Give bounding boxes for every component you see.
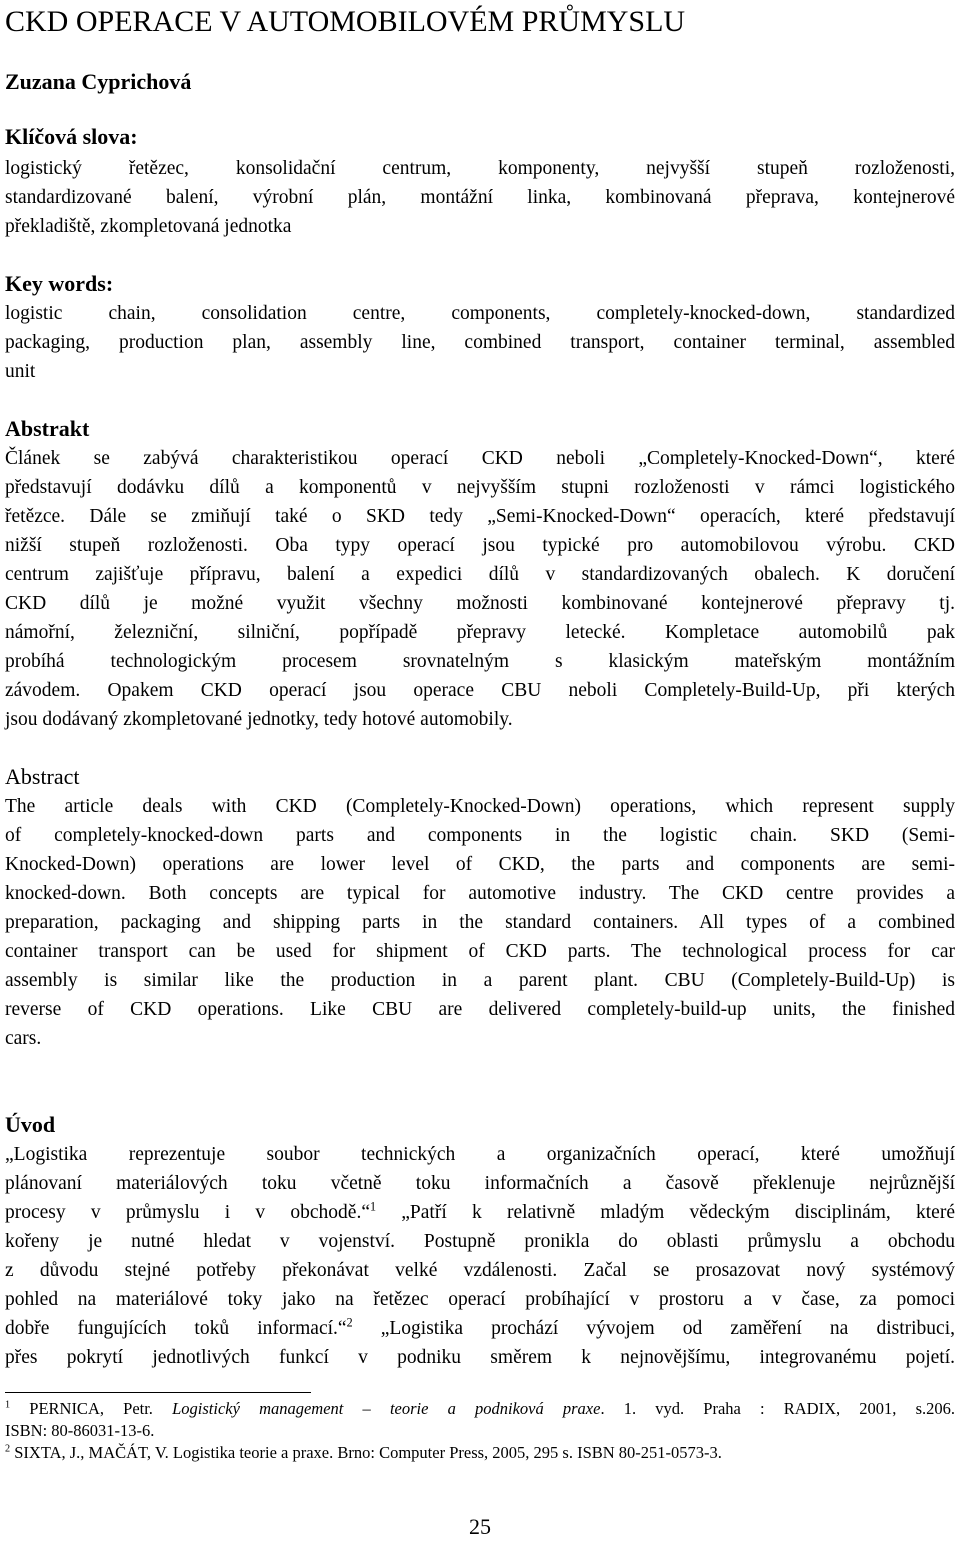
keywords-en-text (5, 299, 955, 386)
paper-title: CKD OPERACE V AUTOMOBILOVÉM PRŮMYSLU (5, 5, 686, 38)
abstrakt-text (5, 444, 955, 734)
author-name: Zuzana Cyprichová (5, 69, 192, 94)
footnote-1 (5, 1398, 955, 1420)
abstrakt-line: Článek se zabývá charakteristikou operací CKD neboli „Completely-Knocked-Down“, které (5, 448, 955, 469)
footnote-2-mark: 2 (5, 1443, 11, 1455)
footnote-2-text: SIXTA, J., MAČÁT, V. Logistika teorie a praxe. Brno: Computer Press, 2005, 295 s. ISBN 80-251-0573-3. (10, 1443, 722, 1462)
intro-text (5, 1140, 955, 1372)
page-number: 25 (469, 1514, 491, 1539)
keywords-cz-line: překladiště, zkompletovaná jednotka (5, 216, 292, 237)
intro-line: z důvodu stejné potřeby překonávat velké vzdálenosti. Začal se prosazovat nový systémový (5, 1260, 955, 1281)
abstrakt-line: jsou dodávaný zkompletované jednotky, tedy hotové automobily. (5, 709, 513, 730)
abstract-line: reverse of CKD operations. Like CBU are delivered completely-build-up units, the finished (5, 999, 955, 1020)
intro-text-run: „Patří k relativně mladým vědeckým disciplinám, které (376, 1202, 955, 1223)
keywords-en-line: unit (5, 361, 36, 382)
abstract-heading: Abstract (5, 764, 80, 789)
intro-line: přes pokrytí jednotlivých funkcí v podniku směrem k nejnovějšímu, integrovanému pojetí. (5, 1347, 955, 1368)
footnote-separator (5, 1392, 311, 1393)
intro-heading: Úvod (5, 1112, 56, 1137)
footnotes (5, 1398, 955, 1464)
abstrakt-line: závodem. Opakem CKD operací jsou operace CBU neboli Completely-Build-Up, při kterých (5, 680, 955, 701)
intro-text-run: „Logistika prochází vývojem od zaměření na distribuci, (352, 1318, 955, 1339)
footnote-2 (5, 1442, 955, 1464)
abstrakt-line: nižší stupeň rozloženosti. Oba typy operací jsou typické pro automobilovou výrobu. CKD (5, 535, 955, 556)
abstract-line: The article deals with CKD (Completely-Knocked-Down) operations, which represent supply (5, 796, 955, 817)
abstrakt-line: řetězce. Dále se zmiňují také o SKD tedy „Semi-Knocked-Down“ operacích, které představují (5, 506, 955, 527)
footnote-reference-1[interactable]: 1 (369, 1199, 377, 1214)
abstract-line: knocked-down. Both concepts are typical for automotive industry. The CKD centre provides a (5, 883, 955, 904)
abstract-line: Knocked-Down) operations are lower level of CKD, the parts and components are semi- (5, 854, 955, 875)
footnote-1-isbn: ISBN: 80-86031-13-6. (5, 1421, 155, 1440)
keywords-en-line: packaging, production plan, assembly line, combined transport, container terminal, assembled (5, 332, 955, 353)
intro-line (5, 1314, 955, 1343)
abstract-line: cars. (5, 1028, 42, 1049)
footnote-1-text: PERNICA, Petr. (10, 1399, 173, 1418)
keywords-cz-line: logistický řetězec, konsolidační centrum, komponenty, nejvyšší stupeň rozloženosti, (5, 158, 955, 179)
keywords-en-line: logistic chain, consolidation centre, components, completely-knocked-down, standardized (5, 303, 955, 324)
abstrakt-line: CKD dílů je možné využit všechny možnosti kombinované kontejnerové přepravy tj. (5, 593, 955, 614)
footnote-1-text: . 1. vyd. Praha : RADIX, 2001, s.206. (600, 1399, 955, 1418)
intro-line: pohled na materiálové toky jako na řetězec operací probíhající v prostoru a v čase, za pomoci (5, 1289, 955, 1310)
intro-text-run: dobře fungujících toků informací.“ (5, 1318, 347, 1339)
keywords-cz-heading: Klíčová slova: (5, 124, 138, 149)
intro-line: kořeny je nutné hledat v vojenství. Postupně pronikla do oblasti průmyslu a obchodu (5, 1231, 955, 1252)
abstract-line: container transport can be used for shipment of CKD parts. The technological process for car (5, 941, 955, 962)
footnote-1-title: Logistický management – teorie a podniková praxe (172, 1399, 601, 1418)
footnote-1-mark: 1 (5, 1399, 11, 1411)
abstract-line: assembly is similar like the production in a parent plant. CBU (Completely-Build-Up) is (5, 970, 955, 991)
abstract-text (5, 792, 955, 1053)
intro-text-run: procesy v průmyslu i v obchodě.“ (5, 1202, 370, 1223)
abstrakt-line: námořní, železniční, silniční, popřípadě přepravy letecké. Kompletace automobilů pak (5, 622, 955, 643)
abstrakt-line: probíhá technologickým procesem srovnatelným s klasickým mateřským montážním (5, 651, 955, 672)
intro-line (5, 1198, 955, 1227)
intro-line: „Logistika reprezentuje soubor technických a organizačních operací, které umožňují (5, 1144, 955, 1165)
footnote-reference-2[interactable]: 2 (346, 1315, 353, 1330)
abstrakt-line: představují dodávku dílů a komponentů v nejvyšším stupni rozloženosti v rámci logistického (5, 477, 955, 498)
abstract-line: preparation, packaging and shipping parts in the standard containers. All types of a combined (5, 912, 955, 933)
intro-line: plánovaní materiálových toku včetně toku informačních a časově překlenuje nejrůznější (5, 1173, 955, 1194)
abstract-line: of completely-knocked-down parts and components in the logistic chain. SKD (Semi- (5, 825, 955, 846)
abstrakt-heading: Abstrakt (5, 416, 90, 441)
keywords-cz-text (5, 154, 955, 241)
keywords-cz-line: standardizované balení, výrobní plán, montážní linka, kombinovaná přeprava, kontejnerové (5, 187, 955, 208)
abstrakt-line: centrum zajišťuje přípravu, balení a expedici dílů v standardizovaných obalech. K doručení (5, 564, 955, 585)
keywords-en-heading: Key words: (5, 271, 114, 296)
